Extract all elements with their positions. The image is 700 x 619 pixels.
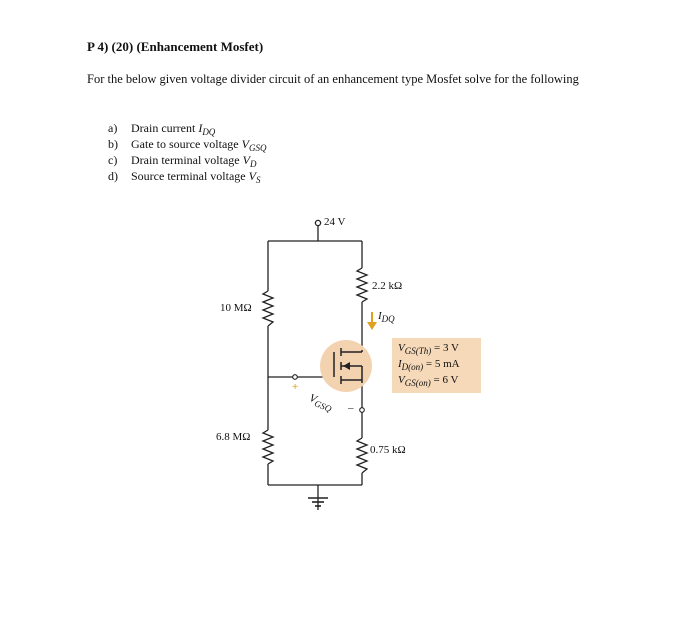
drain-current-label: $I_{DQ}$	[378, 310, 395, 324]
gate-terminal	[293, 375, 298, 380]
task-item: a) Drain current $I_{DQ}$	[108, 121, 216, 137]
vgs-plus-sign: +	[292, 381, 299, 393]
mosfet-parameters-box	[392, 338, 481, 393]
resistor-10M	[263, 291, 273, 326]
r-drain-label: 2.2 kΩ	[372, 280, 403, 292]
task-item: b) Gate to source voltage $V_{GSQ}$	[108, 137, 267, 153]
r-gate-top-label: 10 MΩ	[220, 302, 252, 314]
problem-title: P 4) (20) (Enhancement Mosfet)	[87, 39, 264, 54]
task-item: d) Source terminal voltage $V_S$	[108, 169, 261, 185]
supply-terminal	[315, 220, 320, 225]
problem-intro: For the below given voltage divider circuit of an enhancement type Mosfet solve for the following	[87, 72, 579, 86]
supply-label: 24 V	[324, 216, 346, 228]
task-item: c) Drain terminal voltage $V_D$	[108, 153, 257, 169]
param-row: $V_{GS(on)} = 6$ V	[398, 374, 459, 388]
vgs-minus-sign: –	[348, 402, 354, 414]
resistor-2_2k	[357, 268, 367, 302]
resistor-6_8M	[263, 430, 273, 464]
vgs-label: $V_{GSQ}$	[307, 392, 333, 415]
r-gate-bottom-label: 6.8 MΩ	[216, 431, 251, 443]
resistor-0_75k	[357, 438, 367, 473]
param-row: $I_{D(on)} = 5$ mA	[398, 358, 460, 372]
current-arrowhead-icon	[367, 322, 377, 330]
source-terminal	[360, 408, 365, 413]
r-source-label: 0.75 kΩ	[370, 444, 406, 456]
param-row: $V_{GS(Th)} = 3$ V	[398, 342, 459, 356]
